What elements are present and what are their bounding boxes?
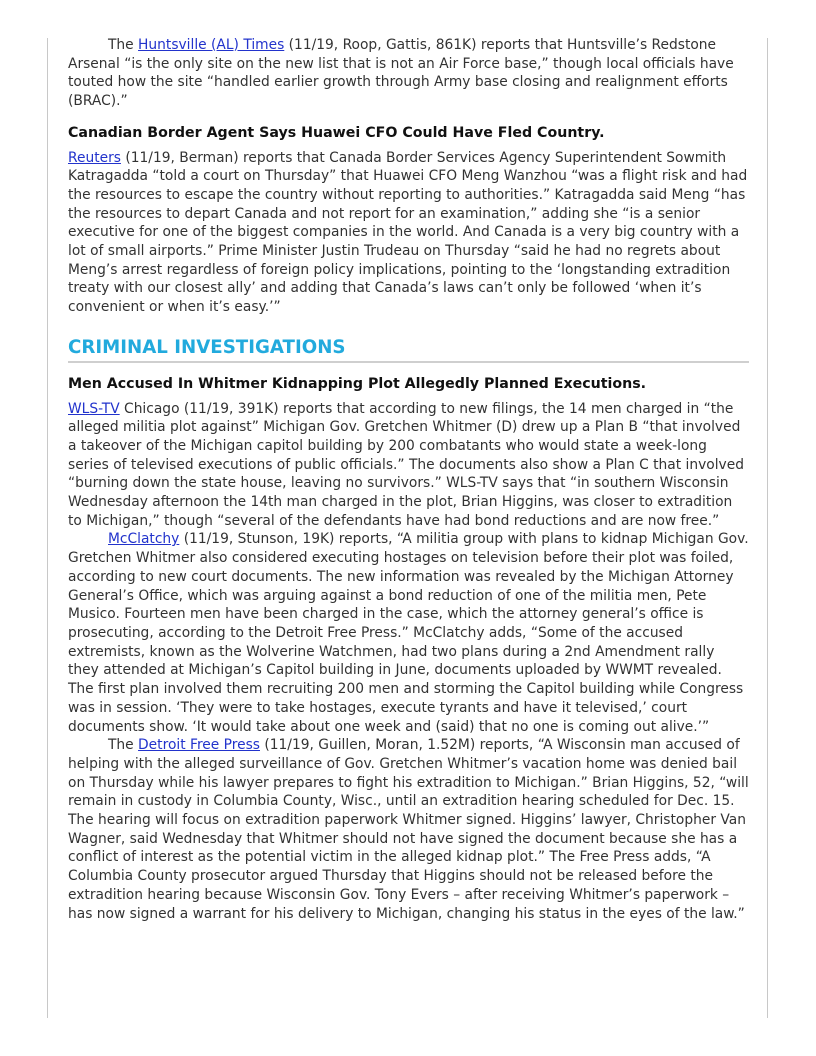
- detroit-free-press-link[interactable]: Detroit Free Press: [138, 737, 260, 754]
- huntsville-times-link[interactable]: Huntsville (AL) Times: [138, 37, 285, 53]
- section-header-criminal-investigations: CRIMINAL INVESTIGATIONS: [68, 337, 749, 363]
- huawei-paragraph: Reuters (11/19, Berman) reports that Canada Border Services Agency Superintendent Sowmith Katragadda “told a court on Thursday” that Huawei CFO Meng Wanzhou “was a flight risk and had the resources to escape the country without reporting to authorities.” Katragadda said Meng “has the resources to depart Canada and not report for an examination,” adding she “is a senior executive for one of the biggest companies in the world. And Canada is a very big country with a lot of small airports.” Prime Minister Justin Trudeau on Thursday “said he had no regrets about Meng’s arrest regardless of foreign policy implications, pointing to the ‘longstanding extradition treaty with our closest ally’ and adding that Canada’s laws can’t only be followed ‘when it’s convenient or when it’s easy.’”: [68, 149, 748, 316]
- reuters-link[interactable]: Reuters: [68, 149, 121, 166]
- huntsville-paragraph: The Huntsville (AL) Times (11/19, Roop, Gattis, 861K) reports that Huntsville’s Redstone Arsenal “is the only site on the new list that is not an Air Force base,” though local officials have touted how the site “handled earlier growth through Army base closing and realignment efforts (BRAC).”: [68, 37, 734, 110]
- whitmer-headline: Men Accused In Whitmer Kidnapping Plot Allegedly Planned Executions.: [68, 375, 647, 392]
- mcclatchy-link[interactable]: McClatchy: [108, 531, 180, 548]
- right-page-rule: [767, 38, 768, 1018]
- left-page-rule: [47, 38, 48, 1018]
- wls-paragraph: WLS-TV Chicago (11/19, 391K) reports that according to new filings, the 14 men charged in “the alleged militia plot against” Michigan Gov. Gretchen Whitmer (D) drew up a Plan B “that involved a takeover of the Michigan capitol building by 200 combatants who would state a week-long series of televised executions of public officials.” The documents also show a Plan C that involved “burning down the state house, leaving no survivors.” WLS-TV says that “in southern Wisconsin Wednesday afternoon the 14th man charged in the plot, Brian Higgins, was closer to extradition to Michigan,” though “several of the defendants have had bond reductions and are now free.”: [68, 400, 744, 529]
- mcclatchy-paragraph: McClatchy (11/19, Stunson, 19K) reports, “A militia group with plans to kidnap Michigan Gov. Gretchen Whitmer also considered executing hostages on television before their plot was foiled, according to new court documents. The new information was revealed by the Michigan Attorney General’s Office, which was arguing against a bond reduction of one of the militia men, Pete Musico. Fourteen men have been charged in the case, which the attorney general’s office is prosecuting, according to the Detroit Free Press.” McClatchy adds, “Some of the accused extremists, known as the Wolverine Watchmen, had two plans during a 2nd Amendment rally they attended at Michigan’s Capitol building in June, documents uploaded by WWMT revealed. The first plan involved them recruiting 200 men and storming the Capitol building while Congress was in session. ‘They were to take hostages, execute tyrants and have it televised,’ court documents show. ‘It would take about one week and (said) that no one is coming out alive.’”: [68, 531, 749, 735]
- document-body: [68, 36, 749, 923]
- wls-tv-link[interactable]: WLS-TV: [68, 400, 120, 417]
- detroit-free-press-paragraph: The Detroit Free Press (11/19, Guillen, Moran, 1.52M) reports, “A Wisconsin man accused of helping with the alleged surveillance of Gov. Gretchen Whitmer’s vacation home was denied bail on Thursday while his lawyer prepares to fight his extradition to Michigan.” Brian Higgins, 52, “will remain in custody in Columbia County, Wisc., until an extradition hearing scheduled for Dec. 15. The hearing will focus on extradition paperwork Whitmer signed. Higgins’ lawyer, Christopher Van Wagner, said Wednesday that Whitmer should not have signed the document because she has a conflict of interest as the potential victim in the alleged kidnap plot.” The Free Press adds, “A Columbia County prosecutor argued Thursday that Higgins should not be released before the extradition hearing because Wisconsin Gov. Tony Evers – after receiving Whitmer’s paperwork – has now signed a warrant for his delivery to Michigan, changing his status in the eyes of the law.”: [68, 737, 749, 922]
- huawei-headline: Canadian Border Agent Says Huawei CFO Could Have Fled Country.: [68, 124, 605, 141]
